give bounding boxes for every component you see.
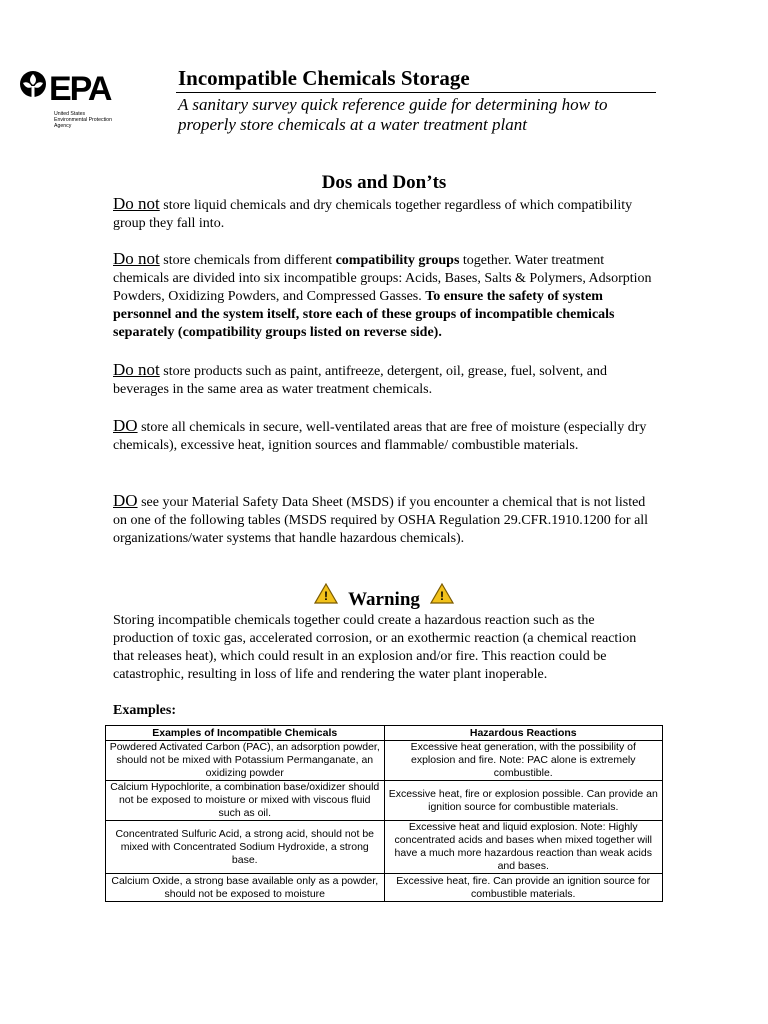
- table-row: [106, 781, 663, 821]
- rule-text: see your Material Safety Data Sheet (MSDS) if you encounter a chemical that is not listed on one of the following tables (MSDS required by OSHA Regulation 29.CFR.1910.1200 for all organizations/water systems that handle hazardous chemicals).: [113, 495, 649, 546]
- rule-lead: DO: [113, 416, 138, 435]
- table-row: [106, 874, 663, 902]
- rule-item: [113, 417, 658, 455]
- epa-flower-icon: [18, 68, 133, 112]
- warning-text: Storing incompatible chemicals together could create a hazardous reaction such as the production of toxic gas, accelerated corrosion, or an exothermic reaction (a chemical reaction that releases heat), which could result in an explosion and/or fire. This reaction could be catastrophic, resulting in loss of life and rendering the water plant inoperable.: [113, 613, 637, 682]
- logo-subtitle-line: United States: [54, 111, 86, 117]
- table-cell-reaction: Excessive heat and liquid explosion. Note: Highly concentrated acids and bases when mixed together will have a much more hazardous reaction than weak acids and bases.: [384, 821, 663, 874]
- examples-table: [105, 725, 663, 902]
- rule-item: [113, 195, 658, 233]
- table-cell-reaction: Excessive heat, fire. Can provide an ignition source for combustible materials.: [384, 874, 663, 902]
- rule-lead: Do not: [113, 194, 160, 213]
- page-subtitle: A sanitary survey quick reference guide for determining how to properly store chemicals at a water treatment plant: [178, 95, 608, 134]
- rule-lead: Do not: [113, 249, 160, 268]
- warning-icon: [430, 583, 454, 610]
- rule-text: store chemicals from different: [159, 253, 336, 268]
- table-row: [106, 821, 663, 874]
- table-cell-chemical: Calcium Oxide, a strong base available only as a powder, should not be exposed to moisture: [106, 874, 385, 902]
- rule-lead: Do not: [113, 360, 160, 379]
- rule-text: store products such as paint, antifreeze, detergent, oil, grease, fuel, solvent, and beverages in the same area as water treatment chemicals.: [113, 364, 607, 397]
- epa-wordmark: EPA: [49, 70, 111, 108]
- logo-subtitle-line: Environmental Protection: [54, 117, 112, 123]
- table-cell-chemical: Calcium Hypochlorite, a combination base/oxidizer should not be exposed to moisture or mixed with viscous fluid such as oil.: [106, 781, 385, 821]
- table-cell-reaction: Excessive heat generation, with the possibility of explosion and fire. Note: PAC alone is extremely combustible.: [384, 741, 663, 781]
- rule-emphasis: To ensure the safety of system personnel and the system itself, store each of these groups of incompatible chemicals separately (compatibility groups listed on reverse side).: [113, 289, 615, 340]
- examples-label: Examples:: [113, 703, 176, 718]
- rule-item: [113, 492, 658, 548]
- epa-agency-name: [54, 111, 134, 129]
- warning-icon-glyph: !: [439, 589, 444, 603]
- rule-lead: DO: [113, 491, 138, 510]
- warning-icon: [314, 583, 338, 610]
- rule-item: [113, 250, 658, 342]
- column-header: Examples of Incompatible Chemicals: [106, 726, 385, 741]
- warning-icon-glyph: !: [324, 589, 329, 603]
- warning-title: Warning: [348, 588, 420, 610]
- table-cell-reaction: Excessive heat, fire or explosion possible. Can provide an ignition source for combustible materials.: [384, 781, 663, 821]
- table-header-row: [106, 726, 663, 741]
- section-heading: Dos and Don’ts: [321, 172, 447, 193]
- title-divider: [176, 92, 656, 93]
- column-header: Hazardous Reactions: [384, 726, 663, 741]
- rule-item: [113, 361, 658, 399]
- epa-logo: [18, 68, 133, 143]
- rule-text: store all chemicals in secure, well-ventilated areas that are free of moisture (especially dry chemicals), excessive heat, ignition sources and flammable/ combustible materials.: [113, 420, 647, 453]
- table-cell-chemical: Concentrated Sulfuric Acid, a strong acid, should not be mixed with Concentrated Sodium Hydroxide, a strong base.: [106, 821, 385, 874]
- table-cell-chemical: Powdered Activated Carbon (PAC), an adsorption powder, should not be mixed with Potassium Permanganate, an oxidizing powder: [106, 741, 385, 781]
- logo-subtitle-line: Agency: [54, 123, 72, 129]
- warning-heading: [0, 587, 768, 614]
- rule-emphasis: compatibility groups: [335, 253, 460, 268]
- rule-text: together. Water treatment chemicals are divided into six incompatible groups: Acids, Bases, Salts & Polymers, Adsorption Powders, Oxidizing Powders, and Compressed Gasses.: [113, 253, 652, 304]
- page-title: Incompatible Chemicals Storage: [178, 66, 470, 90]
- table-row: [106, 741, 663, 781]
- rule-text: store liquid chemicals and dry chemicals together regardless of which compatibility group they fall into.: [113, 198, 633, 231]
